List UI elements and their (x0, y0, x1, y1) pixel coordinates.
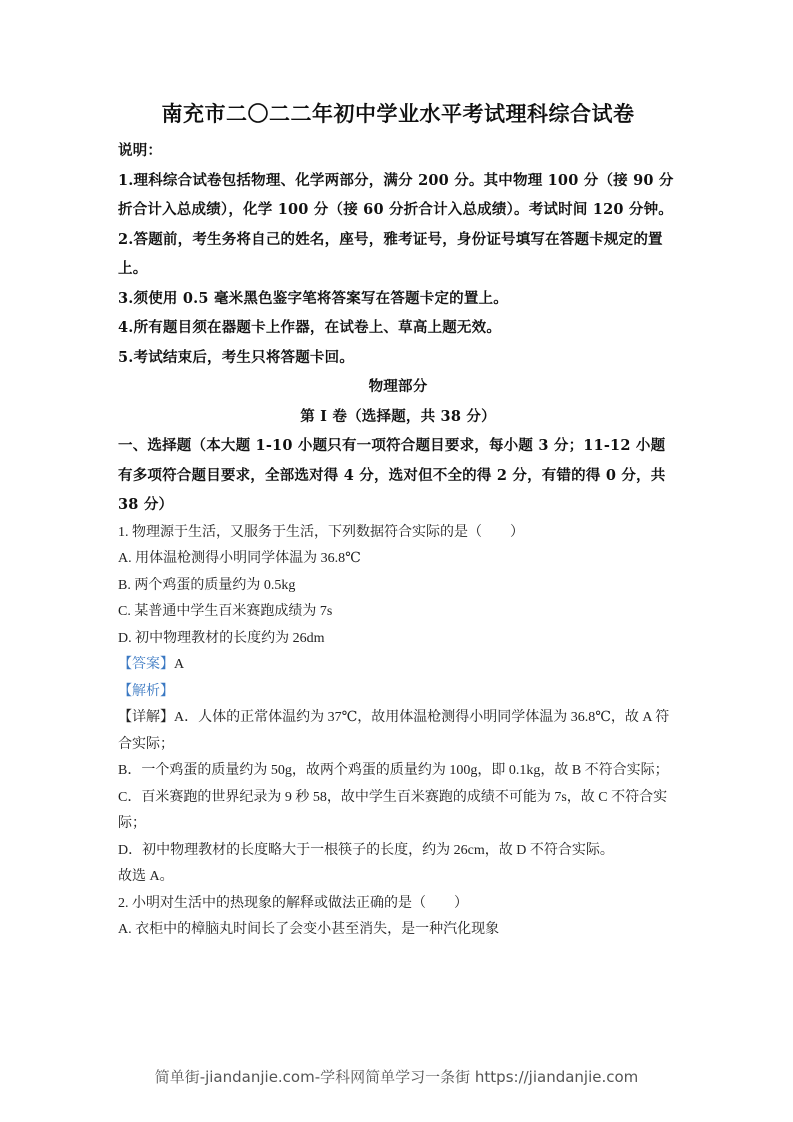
question-1 (118, 520, 678, 891)
question-option: A. 衣柜中的樟脑丸时间长了会变小甚至消失，是一种汽化现象 (118, 922, 500, 937)
detail-tag: 【详解】 (118, 710, 174, 725)
instruction-item: 4.所有题目须在器题卡上作器，在试卷上、草高上题无效。 (118, 319, 502, 336)
answer-value: A (174, 657, 185, 672)
question-stem: 2. 小明对生活中的热现象的解释或做法正确的是（ ） (118, 895, 468, 911)
volume-title: 第 I 卷（选择题，共 38 分） (300, 407, 496, 425)
question-option: D. 初中物理教材的长度约为 26dm (118, 630, 325, 646)
instruction-item: 2.答题前，考生务将自己的姓名，座号，雅考证号，身份证号填写在答题卡规定的置上。 (118, 230, 663, 277)
instruction-item: 5.考试结束后，考生只将答题卡回。 (118, 348, 355, 366)
detail-line (118, 705, 678, 758)
instruction-item: 1.理科综合试卷包括物理、化学两部分，满分 200 分。其中物理 100 分（接 90 分折合计入总成绩），化学 100 分（接 60 分折合计入总成绩）。考试时间 120 分钟。 (118, 171, 674, 218)
detail-line: D．初中物理教材的长度略大于一根筷子的长度，约为 26cm，故 D 不符合实际。 (118, 842, 614, 858)
question-option: C. 某普通中学生百米赛跑成绩为 7s (118, 604, 333, 619)
detail-line: B．一个鸡蛋的质量约为 50g，故两个鸡蛋的质量约为 100g，即 0.1kg，故 B 不符合实际； (118, 763, 669, 778)
answer-line (118, 652, 678, 679)
instructions (118, 136, 678, 520)
document-title: 南充市二〇二二年初中学业水平考试理科综合试卷 (161, 101, 635, 126)
question-stem: 1. 物理源于生活，又服务于生活，下列数据符合实际的是（ ） (118, 524, 524, 540)
detail-text: A．人体的正常体温约为 37℃，故用体温枪测得小明同学体温为 36.8℃，故 A 符合实际； (118, 710, 670, 752)
part-heading: 一、选择题（本大题 1-10 小题只有一项符合题目要求，每小题 3 分；11-12 小题有多项符合题目要求，全部选对得 4 分，选对但不全的得 2 分，有错的得 0 分，共 38 分） (118, 437, 666, 513)
exam-page (118, 96, 678, 944)
section-title: 物理部分 (368, 378, 428, 395)
footer-watermark: 简单街-jiandanjie.com-学科网简单学习一条街 https://jiandanjie.com (154, 1068, 639, 1086)
instruction-item: 3.须使用 0.5 毫米黑色鉴字笔将答案写在答题卡定的置上。 (118, 289, 508, 307)
analysis-tag: 【解析】 (118, 683, 174, 699)
instructions-heading: 说明： (118, 142, 163, 159)
question-option: B. 两个鸡蛋的质量约为 0.5kg (118, 577, 296, 593)
detail-line: C．百米赛跑的世界纪录为 9 秒 58，故中学生百米赛跑的成绩不可能为 7s，故 C 不符合实际； (118, 789, 668, 831)
conclusion-line: 故选 A。 (118, 869, 174, 884)
analysis-line (118, 679, 678, 706)
question-2 (118, 891, 678, 944)
answer-tag: 【答案】 (118, 657, 174, 672)
question-option: A. 用体温枪测得小明同学体温为 36.8℃ (118, 551, 361, 566)
